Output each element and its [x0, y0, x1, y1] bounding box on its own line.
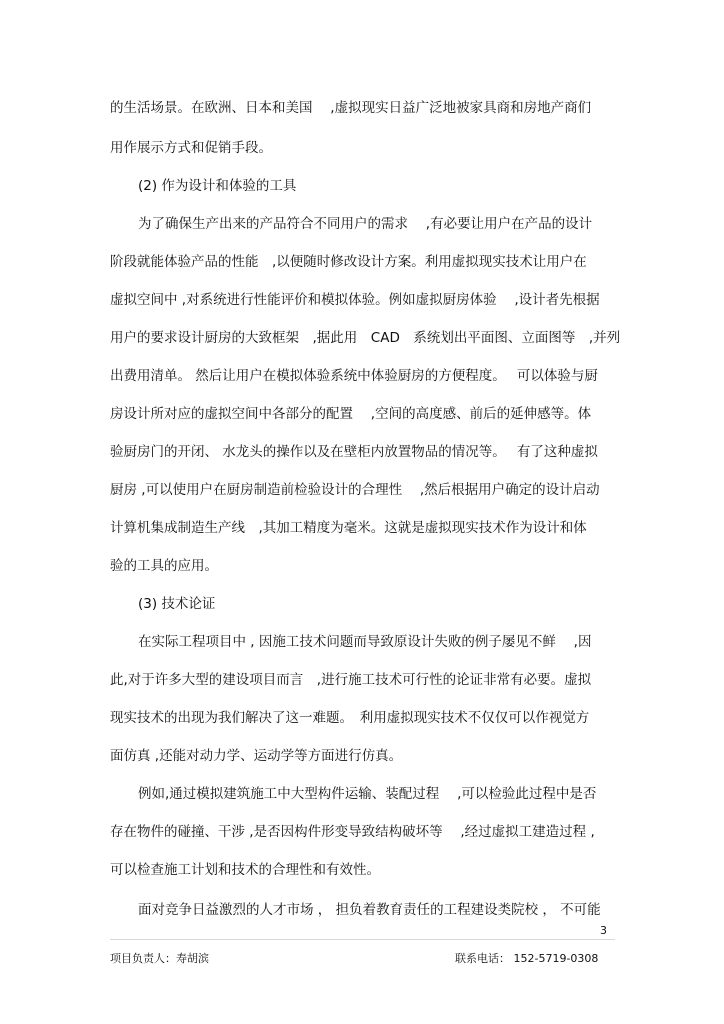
footer-project-leader: 项目负责人：寿胡滨 — [110, 952, 209, 965]
body-line: 验厨房门的开闭、 水龙头的操作以及在壁柜内放置物品的情况等。 有了这种虚拟 — [110, 444, 598, 460]
body-line: 例如,通过模拟建筑施工中大型构件运输、装配过程 ,可以检验此过程中是否 — [138, 786, 597, 802]
body-line: 此,对于许多大型的建设项目而言 ,进行施工技术可行性的论证非常有必要。虚拟 — [110, 672, 592, 688]
body-line: 用户的要求设计厨房的大致框架 ,据此用 CAD 系统划出平面图、立面图等 ,并列 — [110, 330, 620, 346]
page-number: 3 — [600, 924, 607, 937]
section-heading-2: (2) 作为设计和体验的工具 — [138, 178, 297, 194]
body-line: 出费用清单。 然后让用户在模拟体验系统中体验厨房的方便程度。 可以体验与厨 — [110, 368, 598, 384]
section-heading-3: (3) 技术论证 — [138, 596, 216, 612]
body-line: 验的工具的应用。 — [110, 558, 218, 574]
body-line: 的生活场景。在欧洲、日本和美国 ,虚拟现实日益广泛地被家具商和房地产商们 — [110, 100, 592, 116]
body-line: 阶段就能体验产品的性能 ,以便随时修改设计方案。利用虚拟现实技术让用户在 — [110, 254, 587, 270]
footer-contact-phone: 联系电话： 152-5719-0308 — [455, 952, 599, 965]
body-line: 在实际工程项目中 , 因施工技术问题而导致原设计失败的例子屡见不鲜 ,因 — [138, 634, 592, 650]
body-line: 厨房 ,可以使用户在厨房制造前检验设计的合理性 ,然后根据用户确定的设计启动 — [110, 482, 600, 498]
body-line: 现实技术的出现为我们解决了这一难题。 利用虚拟现实技术不仅仅可以作视觉方 — [110, 710, 590, 726]
footer-divider — [110, 939, 615, 940]
body-line: 房设计所对应的虚拟空间中各部分的配置 ,空间的高度感、前后的延伸感等。体 — [110, 406, 592, 422]
body-line: 存在物件的碰撞、干涉 ,是否因构件形变导致结构破坏等 ,经过虚拟工建造过程 , — [110, 824, 595, 840]
body-line: 虚拟空间中 ,对系统进行性能评价和模拟体验。例如虚拟厨房体验 ,设计者先根据 — [110, 292, 600, 308]
body-line: 面仿真 ,还能对动力学、运动学等方面进行仿真。 — [110, 748, 403, 764]
body-line: 可以检查施工计划和技术的合理性和有效性。 — [110, 862, 380, 878]
body-line: 用作展示方式和促销手段。 — [110, 140, 272, 156]
body-line: 为了确保生产出来的产品符合不同用户的需求 ,有必要让用户在产品的设计 — [138, 216, 593, 232]
body-line: 计算机集成制造生产线 ,其加工精度为毫米。这就是虚拟现实技术作为设计和体 — [110, 520, 587, 536]
body-line: 面对竞争日益激烈的人才市场 ， 担负着教育责任的工程建设类院校 ， 不可能 — [138, 902, 601, 918]
